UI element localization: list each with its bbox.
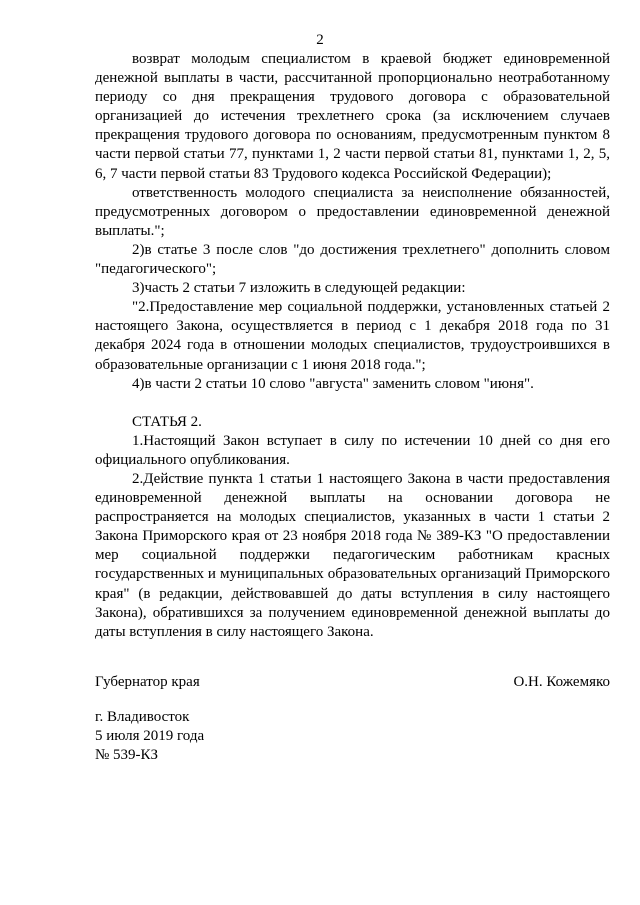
paragraph-entry-into-force: 1.Настоящий Закон вступает в силу по истечении 10 дней со дня его официального опубликования.	[95, 432, 610, 468]
document-body	[95, 50, 610, 642]
paragraph-transitional-provision: 2.Действие пункта 1 статьи 1 настоящего Закона в части предоставления единовременной денежной выплаты на основании договора не распространяется на молодых специалистов, указанных в части 1 статьи 2 Закона Приморского края от 23 ноября 2018 года № 389-КЗ "О предоставлении мер социальной поддержки педагогическим работникам красных государственных и муниципальных образовательных организаций Приморского края" (в редакции, действовавшей до даты вступления в силу настоящего Закона), обратившихся за получением единовременной денежной выплаты до даты вступления в силу настоящего Закона.	[95, 470, 610, 640]
article-2-heading: СТАТЬЯ 2.	[132, 413, 202, 430]
paragraph-amendment-article-3: 2)в статье 3 после слов "до достижения трехлетнего" дополнить словом "педагогического";	[95, 241, 610, 278]
paragraph-amendment-article-10: 4)в части 2 статьи 10 слово "августа" заменить словом "июня".	[132, 375, 534, 392]
document-footer	[95, 708, 204, 765]
paragraph-article-7-new-text: "2.Предоставление мер социальной поддержки, установленных статьей 2 настоящего Закона, осуществляется в период с 1 декабря 2018 года по 31 декабря 2024 года в отношении молодых специалистов, трудоустроившихся в образовательные организации с 1 июня 2018 года.";	[95, 299, 610, 373]
footer-date: 5 июля 2019 года	[95, 728, 205, 744]
footer-city: г. Владивосток	[95, 709, 190, 725]
paragraph-responsibility-clause: ответственность молодого специалиста за неисполнение обязанностей, предусмотренных договором о предоставлении единовременной денежной выплаты.";	[95, 184, 610, 239]
page-number: 2	[316, 32, 324, 48]
footer-law-number: № 539-КЗ	[95, 747, 159, 763]
paragraph-amendment-article-7: 3)часть 2 статьи 7 изложить в следующей редакции:	[132, 280, 466, 297]
paragraph-refund-clause: возврат молодым специалистом в краевой бюджет единовременной денежной выплаты в части, рассчитанной пропорционально неотработанному периоду со дня прекращения трудового договора с образовательной организацией до истечения трехлетнего срока (за исключением случаев прекращения трудового договора по основаниям, предусмотренным пунктом 8 части первой статьи 77, пунктами 1, 2 части первой статьи 81, пунктами 1, 2, 5, 6, 7 части первой статьи 83 Трудового кодекса Российской Федерации);	[95, 51, 610, 182]
signatory-position: Губернатор края	[95, 674, 200, 690]
signatory-name: О.Н. Кожемяко	[513, 674, 610, 690]
signature-block	[95, 673, 610, 693]
